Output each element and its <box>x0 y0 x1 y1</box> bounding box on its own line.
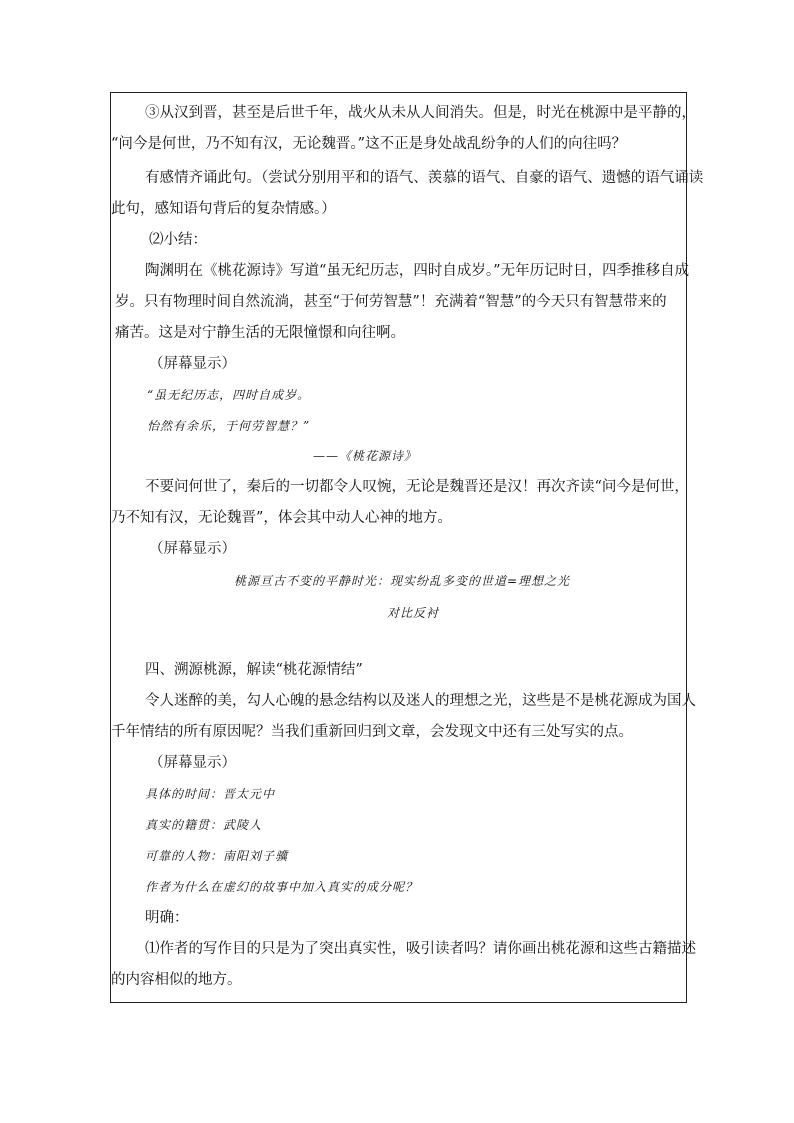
screen-display-text: 真实的籍贯：武陵人 <box>145 818 263 832</box>
clarify-label: 明确： <box>145 910 189 926</box>
screen-display-label: （屏幕显示） <box>149 541 236 557</box>
paragraph-line: 令人迷醉的美，勾人心魄的悬念结构以及迷人的理想之光，这些是不是桃花源成为国人 <box>145 693 696 709</box>
paragraph-line: 岁。只有物理时间自然流淌，甚至“于何劳智慧”！充满着“智慧”的今天只有智慧带来的 <box>115 294 667 310</box>
poem-source: ——《桃花源诗》 <box>313 449 418 463</box>
paragraph-line: 此句，感知语句背后的复杂情感。） <box>111 201 336 217</box>
screen-display-text: 作者为什么在虚幻的故事中加入真实的成分呢？ <box>145 880 419 894</box>
section-heading: ⑵小结： <box>149 232 207 248</box>
screen-display-text: 具体的时间：晋太元中 <box>145 787 276 801</box>
screen-display-label: （屏幕显示） <box>149 356 236 372</box>
table-cell-frame <box>110 92 704 1003</box>
section-heading: 四、溯源桃源，解读“桃花源情结” <box>145 662 363 678</box>
paragraph-line: 的内容相似的地方。 <box>111 972 242 988</box>
paragraph-line: 痛苦。这是对宁静生活的无限憧憬和向往啊。 <box>115 325 405 341</box>
screen-display-text: 桃源亘古不变的平静时光：现实纷乱多变的世道=理想之光 <box>234 574 571 588</box>
paragraph-line: 不要问何世了，秦后的一切都令人叹惋，无论是魏晋还是汉！再次齐读“问今是何世， <box>145 479 689 495</box>
screen-display-text: 可靠的人物：南阳刘子骥 <box>145 849 289 863</box>
paragraph-line: ③从汉到晋，甚至是后世千年，战火从未从人间消失。但是，时光在桃源中是平静的， <box>145 105 696 121</box>
screen-display-label: （屏幕显示） <box>149 755 236 771</box>
paragraph-line: 陶渊明在《桃花源诗》写道“虽无纪历志，四时自成岁。”无年历记时日，四季推移自成 <box>145 263 690 279</box>
paragraph-line: 乃不知有汉，无论魏晋”，体会其中动人心神的地方。 <box>111 510 452 526</box>
poem-quote-line: 怡然有余乐，于何劳智慧？” <box>147 419 311 433</box>
paragraph-line: ⑴作者的写作目的只是为了突出真实性，吸引读者吗？请你画出桃花源和这些古籍描述 <box>145 941 696 957</box>
paragraph-line: 有感情齐诵此句。（尝试分别用平和的语气、羡慕的语气、自豪的语气、遗憾的语气诵读 <box>145 170 704 186</box>
paragraph-line: “问今是何世，乃不知有汉，无论魏晋。”这不正是身处战乱纷争的人们的向往吗？ <box>111 136 627 152</box>
poem-quote-line: “虽无纪历志，四时自成岁。 <box>147 388 311 402</box>
screen-display-text: 对比反衬 <box>387 606 440 620</box>
paragraph-line: 千年情结的所有原因呢？当我们重新回归到文章，会发现文中还有三处写实的点。 <box>111 724 633 740</box>
